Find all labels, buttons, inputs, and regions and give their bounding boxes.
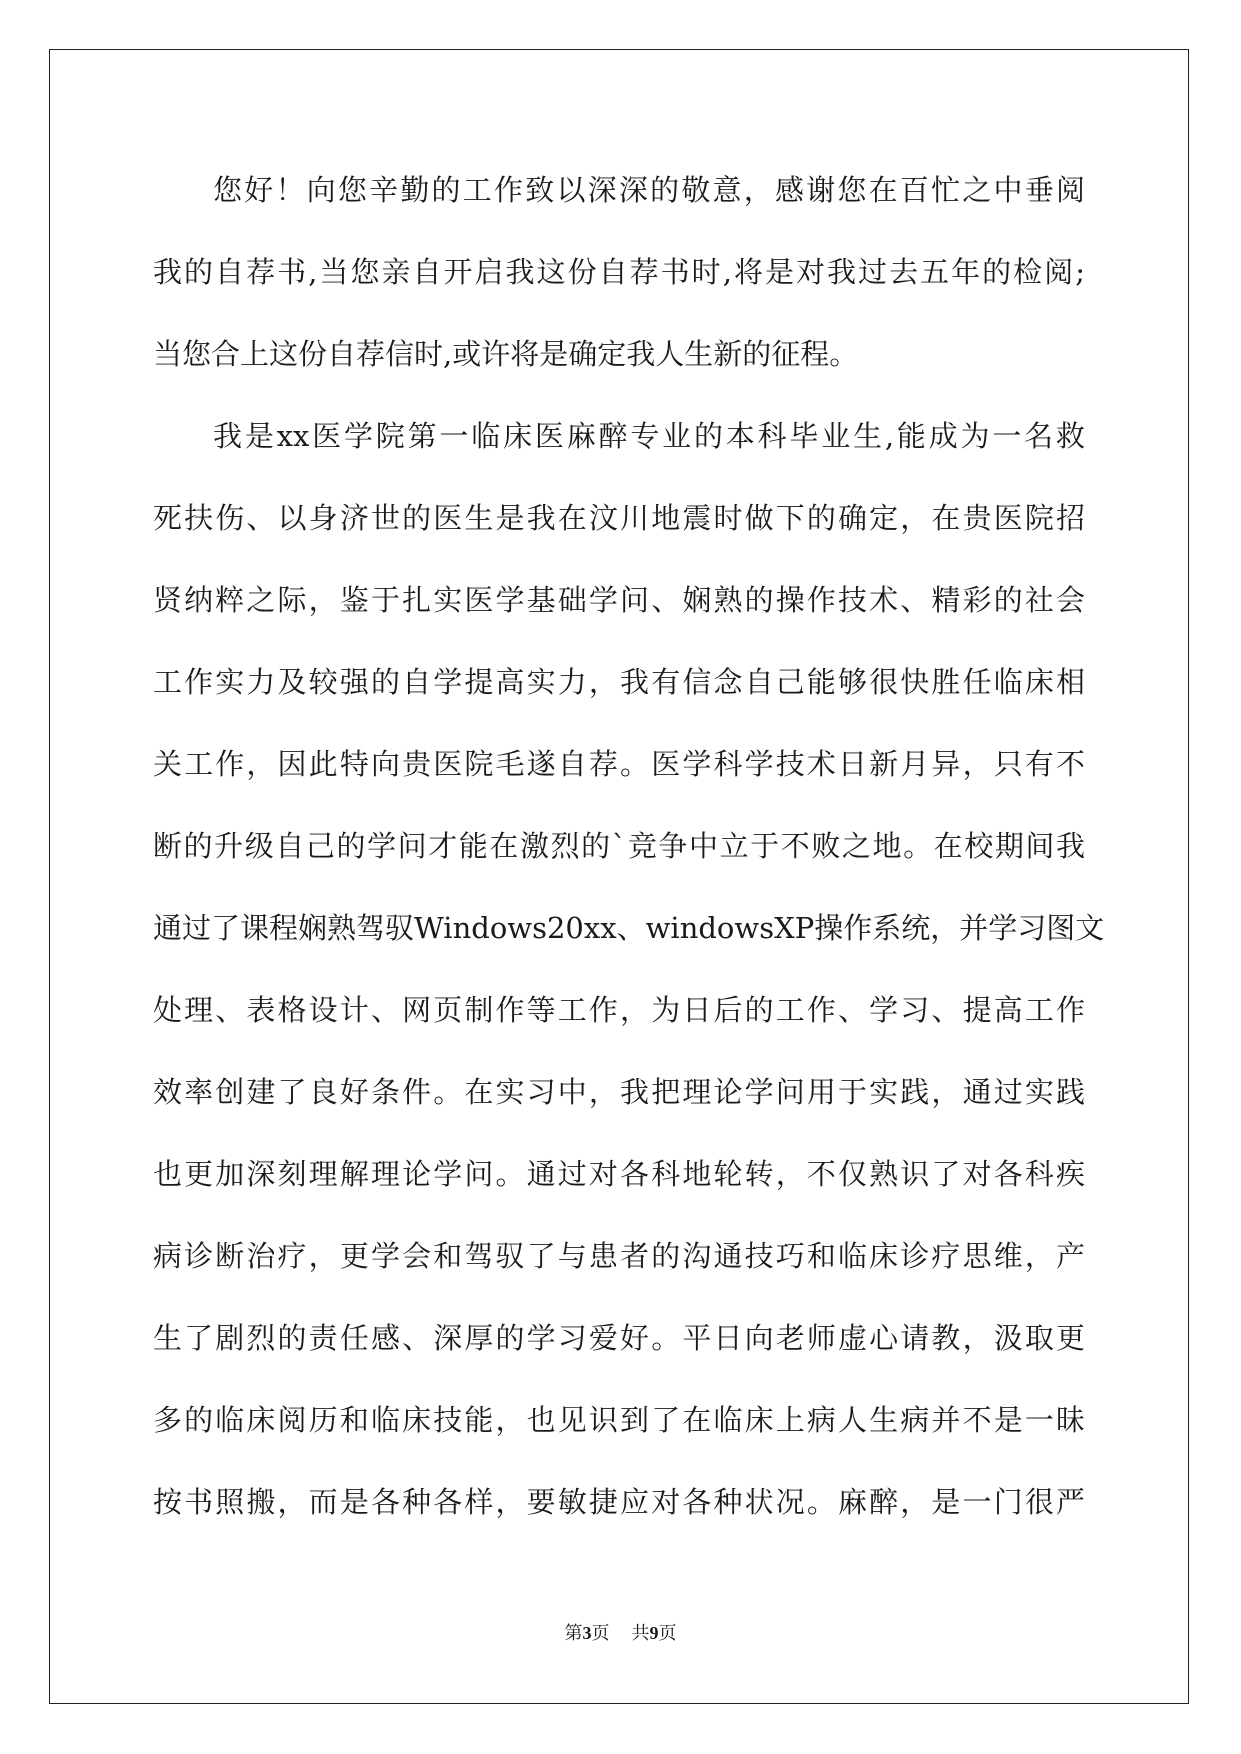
text-line: 处理、表格设计、网页制作等工作，为日后的工作、学习、提高工作 xyxy=(153,993,1085,1027)
document-body xyxy=(153,163,1105,1557)
text-line: 我是xx医学院第一临床医麻醉专业的本科毕业生,能成为一名救 xyxy=(213,419,1085,453)
text-line: 死扶伤、以身济世的医生是我在汶川地震时做下的确定，在贵医院招 xyxy=(153,501,1085,535)
page-current: 3 xyxy=(582,1623,592,1643)
text-line: 关工作，因此特向贵医院毛遂自荐。医学科学技术日新月异，只有不 xyxy=(153,747,1085,781)
text-line: 也更加深刻理解理论学问。通过对各科地轮转，不仅熟识了对各科疾 xyxy=(153,1157,1085,1191)
total-prefix: 共 xyxy=(631,1623,650,1644)
text-line: 我的自荐书,当您亲自开启我这份自荐书时,将是对我过去五年的检阅; xyxy=(153,255,1085,289)
page-total: 9 xyxy=(649,1623,659,1643)
page-prefix: 第 xyxy=(564,1623,583,1644)
text-line: 效率创建了良好条件。在实习中，我把理论学问用于实践，通过实践 xyxy=(153,1075,1085,1109)
text-line: 病诊断治疗，更学会和驾驭了与患者的沟通技巧和临床诊疗思维，产 xyxy=(153,1239,1085,1273)
text-line: 按书照搬，而是各种各样，要敏捷应对各种状况。麻醉，是一门很严 xyxy=(153,1485,1085,1519)
text-line: 当您合上这份自荐信时,或许将是确定我人生新的征程。 xyxy=(153,337,859,371)
paragraph xyxy=(153,163,1085,409)
page-suffix: 页 xyxy=(591,1623,610,1644)
text-line: 您好！向您辛勤的工作致以深深的敬意，感谢您在百忙之中垂阅 xyxy=(213,173,1085,207)
total-suffix: 页 xyxy=(658,1623,677,1644)
text-line: 断的升级自己的学问才能在激烈的`竞争中立于不败之地。在校期间我 xyxy=(153,829,1085,863)
text-line: 生了剧烈的责任感、深厚的学习爱好。平日向老师虚心请教，汲取更 xyxy=(153,1321,1085,1355)
text-line: 通过了课程娴熟驾驭Windows20xx、windowsXP操作系统，并学习图文 xyxy=(153,911,1105,945)
text-line: 贤纳粹之际，鉴于扎实医学基础学问、娴熟的操作技术、精彩的社会 xyxy=(153,583,1085,617)
page-footer xyxy=(0,1621,1241,1646)
text-line: 工作实力及较强的自学提高实力，我有信念自己能够很快胜任临床相 xyxy=(153,665,1085,699)
text-line: 多的临床阅历和临床技能，也见识到了在临床上病人生病并不是一昧 xyxy=(153,1403,1085,1437)
paragraph xyxy=(153,409,1105,1557)
